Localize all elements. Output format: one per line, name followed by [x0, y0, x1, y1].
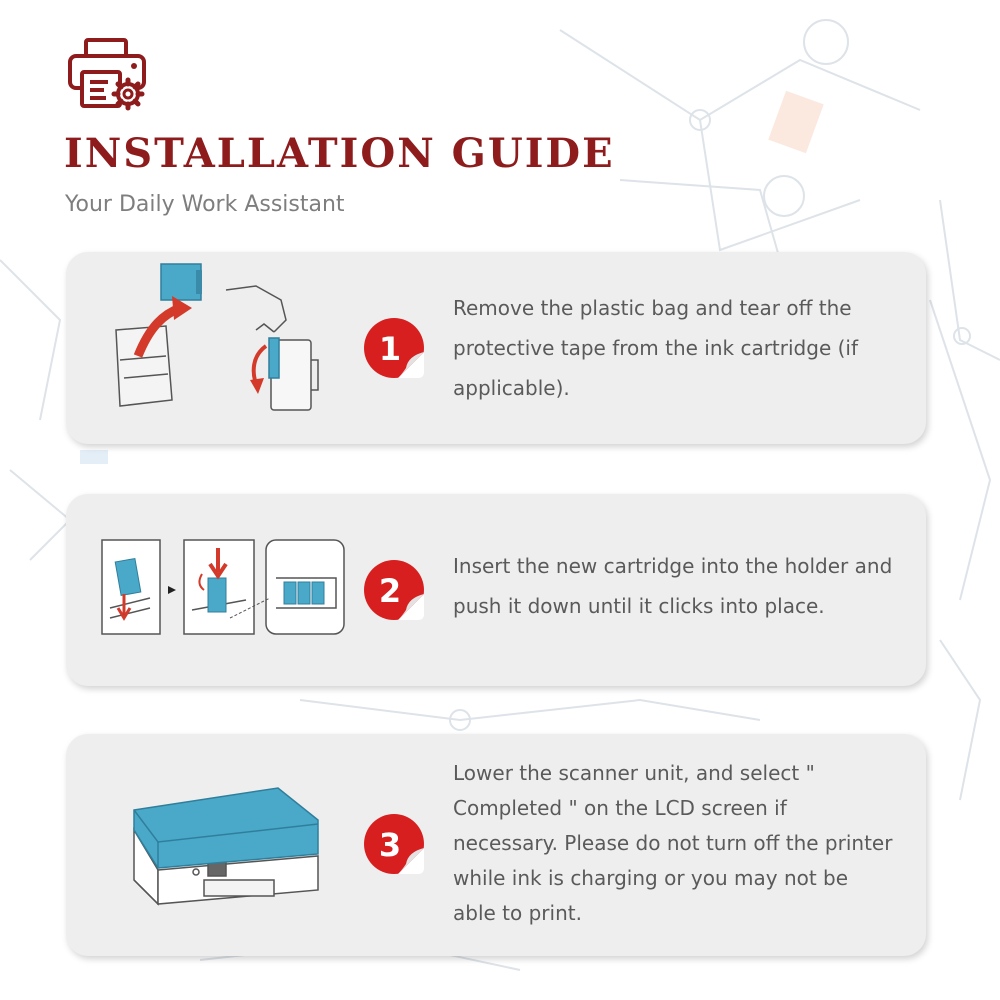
step-text-2: Insert the new cartridge into the holder and push it down until it clicks into place.: [453, 554, 893, 618]
step-number-badge-2: [362, 558, 426, 622]
page-title: INSTALLATION GUIDE: [64, 130, 615, 177]
insert-cartridge-illustration: [100, 538, 350, 638]
step-number-3: 3: [378, 826, 402, 864]
step-number-badge-1: [362, 316, 426, 380]
step-number-badge-3: [362, 812, 426, 876]
page-subtitle: Your Daily Work Assistant: [65, 192, 345, 217]
step-text-1: Remove the plastic bag and tear off the protective tape from the ink cartridge (if applicable).: [453, 296, 859, 400]
remove-packaging-illustration: [106, 260, 336, 430]
step-number-2: 2: [378, 572, 402, 610]
step-card-3: [66, 734, 926, 956]
step-card-2: [66, 494, 926, 686]
step-text-3: Lower the scanner unit, and select " Completed " on the LCD screen if necessary. Please do not turn off the printer while ink is charging or you may not be able to print.: [453, 761, 893, 925]
printer-illustration: [128, 780, 328, 910]
step-number-1: 1: [378, 330, 402, 368]
printer-gear-icon: [66, 36, 150, 112]
step-card-1: [66, 252, 926, 444]
